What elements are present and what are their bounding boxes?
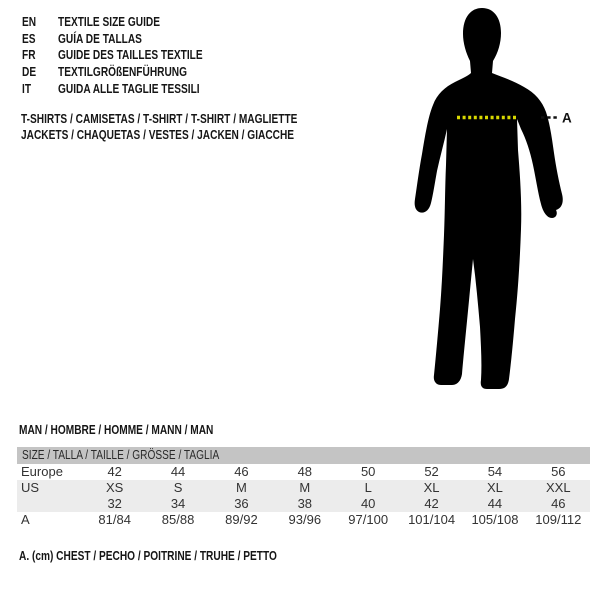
size-table: [17, 447, 590, 529]
table-cell: 44: [170, 463, 186, 479]
language-code: FR: [22, 47, 36, 63]
section-title-text: MAN / HOMBRE / HOMME / MANN / MAN: [19, 422, 214, 437]
table-row-europe: [17, 464, 590, 480]
table-cell: 85/88: [161, 512, 195, 528]
man-silhouette-figure: [410, 0, 580, 396]
table-cell: 105/108: [471, 512, 519, 528]
table-cell: 42: [424, 496, 439, 512]
table-cell: S: [173, 479, 183, 495]
category-line-jackets: JACKETS / CHAQUETAS / VESTES / JACKEN / GIACCHE: [21, 126, 295, 142]
language-label: TEXTILE SIZE GUIDE: [58, 14, 160, 29]
table-cell: L: [364, 479, 372, 495]
table-cell: 46: [234, 463, 249, 479]
table-cell: 93/96: [288, 512, 322, 528]
chest-measure-footnote-text: A. (cm) CHEST / PECHO / POITRINE / TRUHE / PETTO: [19, 548, 277, 563]
table-cell: 54: [487, 463, 503, 479]
table-cell: 32: [107, 496, 122, 512]
table-cell: 48: [297, 463, 313, 479]
language-row: [22, 47, 243, 64]
table-cell: M: [236, 479, 247, 495]
man-silhouette: [415, 8, 563, 389]
language-label: GUÍA DE TALLAS: [58, 30, 142, 46]
language-row: [22, 81, 243, 98]
table-cell: 46: [551, 496, 566, 512]
row-label: US: [21, 479, 40, 495]
garment-categories: [21, 111, 375, 142]
language-label: GUIDA ALLE TAGLIE TESSILI: [58, 80, 200, 96]
language-code: ES: [22, 30, 36, 46]
table-cell: 44: [487, 496, 503, 512]
table-cell: 101/104: [408, 512, 456, 528]
table-cell: XS: [106, 479, 124, 495]
section-title-man: [19, 422, 268, 438]
table-row-us-numeric: [17, 496, 590, 512]
table-cell: 56: [551, 463, 566, 479]
table-row-us: [17, 480, 590, 496]
table-cell: 34: [170, 496, 186, 512]
size-table-header-text: SIZE / TALLA / TAILLE / GRÖSSE / TAGLIA: [22, 447, 220, 462]
table-cell: 50: [360, 463, 376, 479]
table-cell: 89/92: [225, 512, 258, 528]
row-label: [17, 496, 83, 512]
language-guide: [22, 14, 243, 97]
language-row: [22, 64, 243, 81]
measure-label-a: A: [562, 110, 572, 126]
category-line-tshirts: T-SHIRTS / CAMISETAS / T-SHIRT / T-SHIRT / MAGLIETTE: [21, 111, 298, 126]
table-cell: XXL: [546, 479, 571, 495]
language-label: GUIDE DES TAILLES TEXTILE: [58, 47, 203, 63]
size-table-header: [17, 447, 590, 464]
table-cell: 42: [107, 463, 122, 479]
table-cell: 40: [360, 496, 376, 512]
language-row: [22, 31, 243, 48]
table-cell: 36: [234, 496, 249, 512]
table-cell: 38: [297, 496, 313, 512]
language-code: IT: [22, 80, 32, 96]
language-label: TEXTILGRÖßENFÜHRUNG: [58, 64, 188, 80]
table-cell: XL: [423, 479, 440, 495]
table-row-chest-a: [17, 512, 590, 528]
table-cell: M: [299, 479, 311, 495]
language-code: EN: [22, 14, 37, 29]
table-cell: 81/84: [98, 512, 131, 528]
table-cell: XL: [486, 479, 503, 495]
row-label: Europe: [21, 463, 63, 479]
language-code: DE: [22, 64, 37, 80]
table-cell: 109/112: [535, 512, 582, 528]
chest-measure-footnote: [19, 548, 350, 564]
language-row: [22, 14, 243, 31]
table-cell: 97/100: [348, 512, 389, 528]
table-cell: 52: [424, 463, 439, 479]
row-label: A: [21, 512, 30, 528]
